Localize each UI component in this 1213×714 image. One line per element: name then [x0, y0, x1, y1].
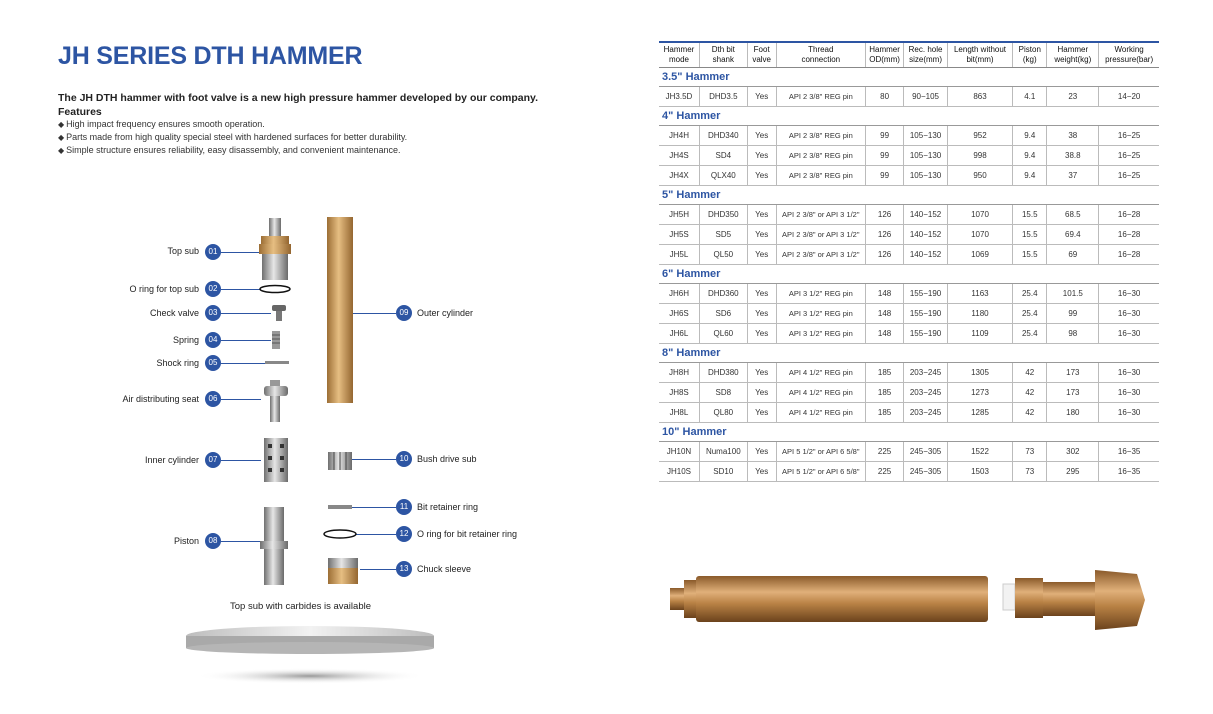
table-cell: 126: [865, 225, 903, 245]
table-cell: 950: [947, 166, 1012, 186]
table-row: [659, 245, 1159, 265]
table-cell: Yes: [747, 225, 776, 245]
table-cell: DHD340: [699, 126, 747, 146]
table-cell: 80: [865, 87, 903, 107]
table-cell: API 3 1/2" REG pin: [776, 284, 865, 304]
column-header-line: valve: [752, 55, 772, 64]
table-cell: 73: [1013, 462, 1047, 482]
table-cell: SD6: [699, 304, 747, 324]
table-cell: Yes: [747, 442, 776, 462]
leader-line: [221, 399, 261, 400]
table-cell: SD5: [699, 225, 747, 245]
part-label-shock-ring: Shock ring: [156, 358, 199, 368]
part-label-air-distributing-seat: Air distributing seat: [122, 394, 199, 404]
table-cell: 225: [865, 442, 903, 462]
page-title: JH SERIES DTH HAMMER: [58, 42, 363, 70]
column-header: [699, 42, 747, 68]
table-cell: 9.4: [1013, 126, 1047, 146]
features-list: [58, 118, 407, 157]
table-row: [659, 166, 1159, 186]
table-row: [659, 383, 1159, 403]
table-cell: 9.4: [1013, 166, 1047, 186]
intro-text: The JH DTH hammer with foot valve is a new high pressure hammer developed by our company.: [58, 92, 539, 104]
part-label-outer-cylinder: Outer cylinder: [417, 308, 474, 318]
table-cell: 14−20: [1099, 87, 1159, 107]
table-row: [659, 324, 1159, 344]
leader-line: [221, 313, 271, 314]
table-cell: API 2 3/8" or API 3 1/2": [776, 225, 865, 245]
column-header-line: (kg): [1022, 55, 1037, 64]
feature-item: ◆ Simple structure ensures reliability, easy disassembly, and convenient maintenance.: [58, 144, 407, 157]
table-cell: 25.4: [1013, 284, 1047, 304]
air-distributing-seat-drawing: [258, 378, 294, 424]
part-number-badge: 04: [205, 332, 221, 348]
table-cell: 1070: [947, 225, 1012, 245]
section-title: 3.5" Hammer: [659, 68, 1159, 87]
table-cell: Yes: [747, 245, 776, 265]
leader-line: [360, 569, 396, 570]
o-ring-drawing: [258, 283, 292, 295]
table-cell: API 5 1/2" or API 6 5/8": [776, 462, 865, 482]
table-body: [659, 68, 1159, 482]
table-cell: 1069: [947, 245, 1012, 265]
table-cell: 155−190: [904, 324, 948, 344]
table-cell: API 5 1/2" or API 6 5/8": [776, 442, 865, 462]
table-cell: 1109: [947, 324, 1012, 344]
table-cell: 148: [865, 304, 903, 324]
table-cell: API 2 3/8" REG pin: [776, 146, 865, 166]
column-header-line: Hammer: [869, 45, 900, 54]
table-cell: JH3.5D: [659, 87, 699, 107]
leader-line: [221, 289, 261, 290]
leader-line: [352, 507, 396, 508]
column-header-line: weight(kg): [1054, 55, 1092, 64]
table-cell: JH8H: [659, 363, 699, 383]
column-header-line: Working: [1114, 45, 1144, 54]
column-header: [659, 42, 699, 68]
table-cell: API 2 3/8" REG pin: [776, 166, 865, 186]
table-cell: 105−130: [904, 126, 948, 146]
table-cell: DHD350: [699, 205, 747, 225]
table-cell: 863: [947, 87, 1012, 107]
table-cell: QLX40: [699, 166, 747, 186]
table-cell: 180: [1047, 403, 1099, 423]
table-cell: API 2 3/8" or API 3 1/2": [776, 245, 865, 265]
table-cell: JH4S: [659, 146, 699, 166]
column-header-line: Hammer: [663, 45, 695, 54]
table-header: [659, 42, 1159, 68]
table-cell: API 4 1/2" REG pin: [776, 383, 865, 403]
table-cell: 69: [1047, 245, 1099, 265]
table-cell: 302: [1047, 442, 1099, 462]
table-cell: 42: [1013, 383, 1047, 403]
column-header-line: Foot: [753, 45, 770, 54]
table-cell: 16−30: [1099, 363, 1159, 383]
table-cell: 173: [1047, 363, 1099, 383]
column-header: [1047, 42, 1099, 68]
section-row: [659, 68, 1159, 87]
table-row: [659, 442, 1159, 462]
part-number-badge: 07: [205, 452, 221, 468]
table-row: [659, 87, 1159, 107]
table-row: [659, 462, 1159, 482]
table-cell: 16−30: [1099, 324, 1159, 344]
table-cell: 245−305: [904, 442, 948, 462]
table-cell: 99: [865, 126, 903, 146]
part-number-badge: 12: [396, 526, 412, 542]
table-cell: 4.1: [1013, 87, 1047, 107]
part-label-bush-drive-sub: Bush drive sub: [417, 454, 477, 464]
top-sub-drawing: [250, 212, 300, 282]
spring-drawing: [270, 330, 284, 350]
table-row: [659, 225, 1159, 245]
table-cell: 126: [865, 205, 903, 225]
column-header-line: connection: [801, 55, 841, 64]
table-cell: Yes: [747, 304, 776, 324]
table-cell: 140−152: [904, 245, 948, 265]
table-cell: 25.4: [1013, 324, 1047, 344]
table-cell: 16−28: [1099, 205, 1159, 225]
section-row: [659, 265, 1159, 284]
shock-ring-drawing: [263, 358, 291, 368]
column-header: [1099, 42, 1159, 68]
table-cell: 155−190: [904, 304, 948, 324]
feature-item: ◆ High impact frequency ensures smooth operation.: [58, 118, 407, 131]
table-cell: 73: [1013, 442, 1047, 462]
table-cell: Yes: [747, 284, 776, 304]
section-title: 5" Hammer: [659, 186, 1159, 205]
table-cell: 16−25: [1099, 146, 1159, 166]
part-label-top-sub: Top sub: [167, 246, 199, 256]
table-cell: 1285: [947, 403, 1012, 423]
column-header-line: shank: [712, 55, 734, 64]
table-cell: QL80: [699, 403, 747, 423]
table-cell: API 4 1/2" REG pin: [776, 403, 865, 423]
part-number-badge: 10: [396, 451, 412, 467]
table-cell: 140−152: [904, 225, 948, 245]
part-label-bit-retainer-ring: Bit retainer ring: [417, 502, 479, 512]
table-cell: 37: [1047, 166, 1099, 186]
piston-drawing: [258, 505, 292, 587]
table-cell: 295: [1047, 462, 1099, 482]
table-cell: JH6H: [659, 284, 699, 304]
table-cell: 68.5: [1047, 205, 1099, 225]
table-cell: 99: [1047, 304, 1099, 324]
column-header-line: Thread: [808, 45, 834, 54]
table-cell: 101.5: [1047, 284, 1099, 304]
table-cell: 1273: [947, 383, 1012, 403]
part-label-o-ring-top-sub: O ring for top sub: [129, 284, 199, 294]
table-cell: 42: [1013, 363, 1047, 383]
column-header: [947, 42, 1012, 68]
part-number-badge: 11: [396, 499, 412, 515]
table-cell: 185: [865, 383, 903, 403]
table-cell: JH5H: [659, 205, 699, 225]
table-cell: 16−30: [1099, 284, 1159, 304]
table-cell: 173: [1047, 383, 1099, 403]
table-cell: 105−130: [904, 146, 948, 166]
part-number-badge: 03: [205, 305, 221, 321]
table-cell: Yes: [747, 166, 776, 186]
column-header: [776, 42, 865, 68]
table-cell: JH6S: [659, 304, 699, 324]
leader-line: [221, 363, 266, 364]
table-cell: Yes: [747, 126, 776, 146]
table-cell: Yes: [747, 403, 776, 423]
bit-retainer-ring-drawing: [326, 502, 354, 512]
table-cell: 16−28: [1099, 245, 1159, 265]
table-cell: 16−35: [1099, 442, 1159, 462]
table-cell: Yes: [747, 146, 776, 166]
table-cell: API 2 3/8" or API 3 1/2": [776, 205, 865, 225]
table-cell: 15.5: [1013, 205, 1047, 225]
column-header-line: Dth bit: [711, 45, 735, 54]
part-label-check-valve: Check valve: [149, 308, 199, 318]
table-cell: 105−130: [904, 166, 948, 186]
table-cell: API 2 3/8" REG pin: [776, 126, 865, 146]
table-cell: 16−30: [1099, 304, 1159, 324]
column-header: [865, 42, 903, 68]
table-cell: 15.5: [1013, 245, 1047, 265]
table-cell: 148: [865, 324, 903, 344]
table-cell: 1163: [947, 284, 1012, 304]
table-cell: Yes: [747, 383, 776, 403]
table-cell: 15.5: [1013, 225, 1047, 245]
section-row: [659, 186, 1159, 205]
inner-cylinder-drawing: [260, 436, 294, 484]
table-cell: DHD360: [699, 284, 747, 304]
table-cell: JH6L: [659, 324, 699, 344]
table-cell: 245−305: [904, 462, 948, 482]
section-title: 8" Hammer: [659, 344, 1159, 363]
table-cell: 952: [947, 126, 1012, 146]
column-header-line: bit(mm): [966, 55, 994, 64]
table-row: [659, 205, 1159, 225]
part-number-badge: 01: [205, 244, 221, 260]
table-cell: 140−152: [904, 205, 948, 225]
table-cell: 16−30: [1099, 403, 1159, 423]
table-cell: 16−25: [1099, 126, 1159, 146]
table-cell: QL50: [699, 245, 747, 265]
table-cell: API 2 3/8" REG pin: [776, 87, 865, 107]
table-cell: 38.8: [1047, 146, 1099, 166]
table-cell: 1503: [947, 462, 1012, 482]
table-cell: JH10N: [659, 442, 699, 462]
part-number-badge: 06: [205, 391, 221, 407]
table-cell: Yes: [747, 205, 776, 225]
table-cell: DHD3.5: [699, 87, 747, 107]
table-cell: 203−245: [904, 383, 948, 403]
bush-drive-sub-drawing: [326, 450, 354, 472]
table-cell: 126: [865, 245, 903, 265]
table-cell: 23: [1047, 87, 1099, 107]
column-header-line: OD(mm): [869, 55, 900, 64]
part-label-chuck-sleeve: Chuck sleeve: [417, 564, 472, 574]
section-row: [659, 423, 1159, 442]
table-cell: DHD380: [699, 363, 747, 383]
table-cell: 203−245: [904, 403, 948, 423]
table-cell: 16−28: [1099, 225, 1159, 245]
column-header-line: pressure(bar): [1105, 55, 1154, 64]
part-number-badge: 08: [205, 533, 221, 549]
table-cell: 203−245: [904, 363, 948, 383]
features-heading: Features: [58, 106, 102, 118]
leader-line: [352, 459, 396, 460]
table-cell: API 4 1/2" REG pin: [776, 363, 865, 383]
leader-line: [221, 541, 261, 542]
table-cell: Yes: [747, 363, 776, 383]
column-header: [1013, 42, 1047, 68]
chuck-sleeve-drawing: [324, 556, 362, 586]
table-cell: Yes: [747, 87, 776, 107]
carbide-note: Top sub with carbides is available: [230, 601, 371, 612]
table-cell: 1180: [947, 304, 1012, 324]
feature-item: ◆ Parts made from high quality special steel with hardened surfaces for better durability.: [58, 131, 407, 144]
table-cell: 155−190: [904, 284, 948, 304]
table-cell: 42: [1013, 403, 1047, 423]
table-cell: 16−30: [1099, 383, 1159, 403]
table-header-row: [659, 42, 1159, 68]
table-cell: 69.4: [1047, 225, 1099, 245]
section-title: 4" Hammer: [659, 107, 1159, 126]
table-cell: Numa100: [699, 442, 747, 462]
column-header-line: mode: [668, 55, 689, 64]
table-cell: API 3 1/2" REG pin: [776, 304, 865, 324]
table-cell: 148: [865, 284, 903, 304]
section-title: 10" Hammer: [659, 423, 1159, 442]
table-cell: 16−25: [1099, 166, 1159, 186]
display-plinth-drawing: [180, 620, 440, 690]
table-row: [659, 304, 1159, 324]
table-cell: QL60: [699, 324, 747, 344]
table-cell: 25.4: [1013, 304, 1047, 324]
part-label-o-ring-bit-retainer: O ring for bit retainer ring: [417, 529, 518, 539]
table-cell: 225: [865, 462, 903, 482]
table-cell: JH4X: [659, 166, 699, 186]
column-header-line: Rec. hole: [908, 45, 943, 54]
leader-line: [355, 534, 396, 535]
table-cell: JH5S: [659, 225, 699, 245]
column-header-line: Length without: [953, 45, 1007, 54]
column-header-line: Hammer: [1057, 45, 1089, 54]
part-number-badge: 13: [396, 561, 412, 577]
table-cell: 1070: [947, 205, 1012, 225]
spec-table: [659, 41, 1159, 482]
column-header-line: size(mm): [909, 55, 942, 64]
table-row: [659, 363, 1159, 383]
table-cell: JH10S: [659, 462, 699, 482]
table-row: [659, 403, 1159, 423]
table-row: [659, 284, 1159, 304]
table-cell: 185: [865, 363, 903, 383]
section-row: [659, 107, 1159, 126]
table-cell: 998: [947, 146, 1012, 166]
section-title: 6" Hammer: [659, 265, 1159, 284]
leader-line: [221, 340, 271, 341]
o-ring-bit-retainer-drawing: [322, 527, 358, 541]
part-number-badge: 09: [396, 305, 412, 321]
table-cell: SD8: [699, 383, 747, 403]
check-valve-drawing: [270, 303, 290, 323]
table-cell: 90−105: [904, 87, 948, 107]
part-label-spring: Spring: [172, 335, 199, 345]
table-row: [659, 126, 1159, 146]
table-cell: 1522: [947, 442, 1012, 462]
assembled-hammer-drawing: [665, 560, 1155, 640]
leader-line: [221, 460, 261, 461]
table-cell: JH5L: [659, 245, 699, 265]
table-cell: 99: [865, 166, 903, 186]
part-label-piston: Piston: [173, 536, 199, 546]
table-cell: JH8S: [659, 383, 699, 403]
table-cell: 185: [865, 403, 903, 423]
table-cell: Yes: [747, 324, 776, 344]
column-header: [904, 42, 948, 68]
table-cell: 38: [1047, 126, 1099, 146]
part-number-badge: 02: [205, 281, 221, 297]
table-cell: 99: [865, 146, 903, 166]
section-row: [659, 344, 1159, 363]
table-cell: SD4: [699, 146, 747, 166]
table-cell: 1305: [947, 363, 1012, 383]
table-cell: 16−35: [1099, 462, 1159, 482]
table-cell: SD10: [699, 462, 747, 482]
table-cell: JH4H: [659, 126, 699, 146]
part-number-badge: 05: [205, 355, 221, 371]
table-cell: JH8L: [659, 403, 699, 423]
table-row: [659, 146, 1159, 166]
column-header-line: Piston: [1018, 45, 1041, 54]
column-header: [747, 42, 776, 68]
part-label-inner-cylinder: Inner cylinder: [144, 455, 199, 465]
table-cell: 98: [1047, 324, 1099, 344]
table-cell: Yes: [747, 462, 776, 482]
outer-cylinder-drawing: [323, 215, 357, 405]
table-cell: API 3 1/2" REG pin: [776, 324, 865, 344]
table-cell: 9.4: [1013, 146, 1047, 166]
